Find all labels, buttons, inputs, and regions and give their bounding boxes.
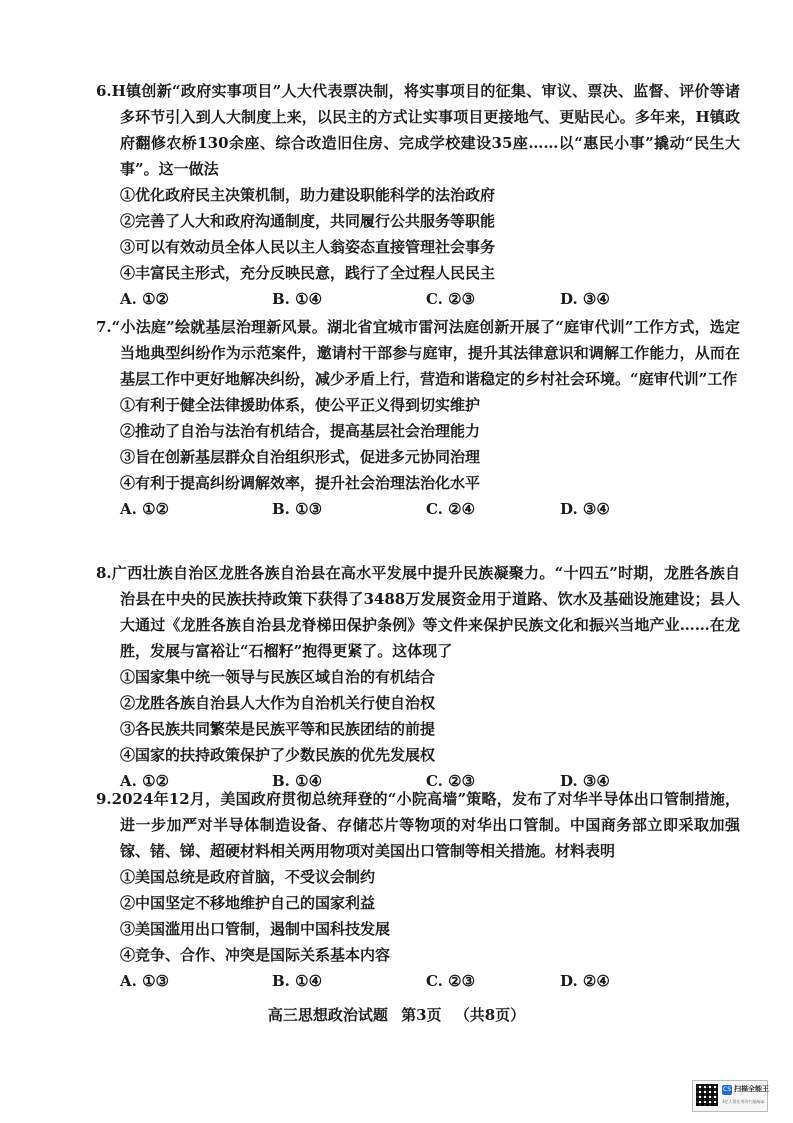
question-text: 2024年12月，美国政府贯彻总统拜登的“小院高墙”策略，发布了对华半导体出口管制措施，进一步加严对半导体制造设备、存储芯片等物项的对华出口管制。中国商务部立即采取加强镓、锗、锑、超硬材料相关两用物项对美国出口管制等相关措施。材料表明 bbox=[111, 790, 740, 860]
statement-4: ④竞争、合作、冲突是国际关系基本内容 bbox=[120, 946, 391, 964]
scanner-watermark bbox=[692, 1080, 768, 1112]
choice-c: C. ②③ bbox=[426, 772, 476, 790]
choice-c: C. ②③ bbox=[426, 972, 476, 990]
question-stem bbox=[96, 78, 740, 182]
statement-3: ③旨在创新基层群众自治组织形式，促进多元协同治理 bbox=[120, 448, 481, 466]
statement-2: ②推动了自治与法治有机结合，提高基层社会治理能力 bbox=[120, 422, 481, 440]
statement-2: ②中国坚定不移地维护自己的国家利益 bbox=[120, 894, 376, 912]
statement-1: ①有利于健全法律援助体系，使公平正义得到切实维护 bbox=[120, 396, 481, 414]
choice-b: B. ①④ bbox=[272, 290, 323, 308]
statement-1: ①优化政府民主决策机制，助力建设职能科学的法治政府 bbox=[120, 186, 496, 204]
answer-choices bbox=[120, 286, 740, 312]
choice-d: D. ③④ bbox=[560, 500, 610, 518]
question-number: 9. bbox=[96, 790, 112, 808]
question-text: H镇创新“政府实事项目”人大代表票决制，将实事项目的征集、审议、票决、监督、评价等诸多环节引入到人大制度上来，以民主的方式让实事项目更接地气、更贴民心。多年来，H镇政府翻修农桥130余座、综合改造旧住房、完成学校建设35座……以“惠民小事”撬动“民生大事”。这一做法 bbox=[111, 82, 740, 178]
question-number: 6. bbox=[96, 82, 112, 100]
camscanner-logo-icon: CS bbox=[723, 1086, 731, 1093]
choice-c: C. ②③ bbox=[426, 290, 476, 308]
question-text: “小法庭”绘就基层治理新风景。湖北省宜城市雷河法庭创新开展了“庭审代训”工作方式，选定当地典型纠纷作为示范案件，邀请村干部参与庭审，提升其法律意识和调解工作能力，从而在基层工作中更好地解决纠纷，减少矛盾上行，营造和谐稳定的乡村社会环境。“庭审代训”工作 bbox=[111, 318, 740, 388]
watermark-title: 扫描全能王 bbox=[734, 1085, 769, 1093]
statement-3: ③可以有效动员全体人民以主人翁姿态直接管理社会事务 bbox=[120, 238, 496, 256]
qr-code-icon bbox=[696, 1084, 718, 1106]
question-number: 7. bbox=[96, 318, 112, 336]
statement-1: ①国家集中统一领导与民族区域自治的有机结合 bbox=[120, 668, 436, 686]
answer-choices bbox=[120, 968, 740, 994]
choice-d: D. ③④ bbox=[560, 772, 610, 790]
choice-b: B. ①④ bbox=[272, 972, 323, 990]
answer-choices bbox=[120, 496, 740, 522]
statement-1: ①美国总统是政府首脑，不受议会制约 bbox=[120, 868, 376, 886]
statement-4: ④有利于提高纠纷调解效率，提升社会治理法治化水平 bbox=[120, 474, 481, 492]
question-text: 广西壮族自治区龙胜各族自治县在高水平发展中提升民族凝聚力。“十四五”时期，龙胜各族自治县在中央的民族扶持政策下获得了3488万发展资金用于道路、饮水及基础设施建设；县人大通过《龙胜各族自治县龙脊梯田保护条例》等文件来保护民族文化和振兴当地产业……在龙胜，发展与富裕让“石榴籽”抱得更紧了。这体现了 bbox=[111, 564, 740, 660]
choice-d: D. ②④ bbox=[560, 972, 610, 990]
choice-a: A. ①② bbox=[120, 772, 169, 790]
choice-b: B. ①④ bbox=[272, 772, 323, 790]
choice-d: D. ③④ bbox=[560, 290, 610, 308]
page-total: （共8页） bbox=[454, 1006, 526, 1024]
question-stem bbox=[96, 560, 740, 664]
choice-a: A. ①③ bbox=[120, 972, 169, 990]
statement-2: ②龙胜各族自治县人大作为自治机关行使自治权 bbox=[120, 694, 436, 712]
choice-b: B. ①③ bbox=[272, 500, 323, 518]
question-7 bbox=[96, 314, 740, 522]
statement-4: ④国家的扶持政策保护了少数民族的优先发展权 bbox=[120, 746, 436, 764]
question-8 bbox=[96, 560, 740, 794]
choice-a: A. ①② bbox=[120, 290, 169, 308]
statement-2: ②完善了人大和政府沟通制度，共同履行公共服务等职能 bbox=[120, 212, 496, 230]
choice-c: C. ②④ bbox=[426, 500, 476, 518]
question-stem bbox=[96, 314, 740, 392]
exam-title: 高三思想政治试题 bbox=[267, 1006, 388, 1024]
statement-4: ④丰富民主形式，充分反映民意，践行了全过程人民民主 bbox=[120, 264, 496, 282]
question-6 bbox=[96, 78, 740, 312]
page-number: 第3页 bbox=[401, 1006, 442, 1024]
statement-3: ③各民族共同繁荣是民族平等和民族团结的前提 bbox=[120, 720, 436, 738]
question-number: 8. bbox=[96, 564, 112, 582]
question-9 bbox=[96, 786, 740, 994]
question-stem bbox=[96, 786, 740, 864]
choice-a: A. ①② bbox=[120, 500, 169, 518]
page-footer bbox=[0, 1004, 793, 1026]
watermark-subtitle: 3亿人都在用的扫描App bbox=[722, 1099, 765, 1104]
statement-3: ③美国滥用出口管制，遏制中国科技发展 bbox=[120, 920, 391, 938]
